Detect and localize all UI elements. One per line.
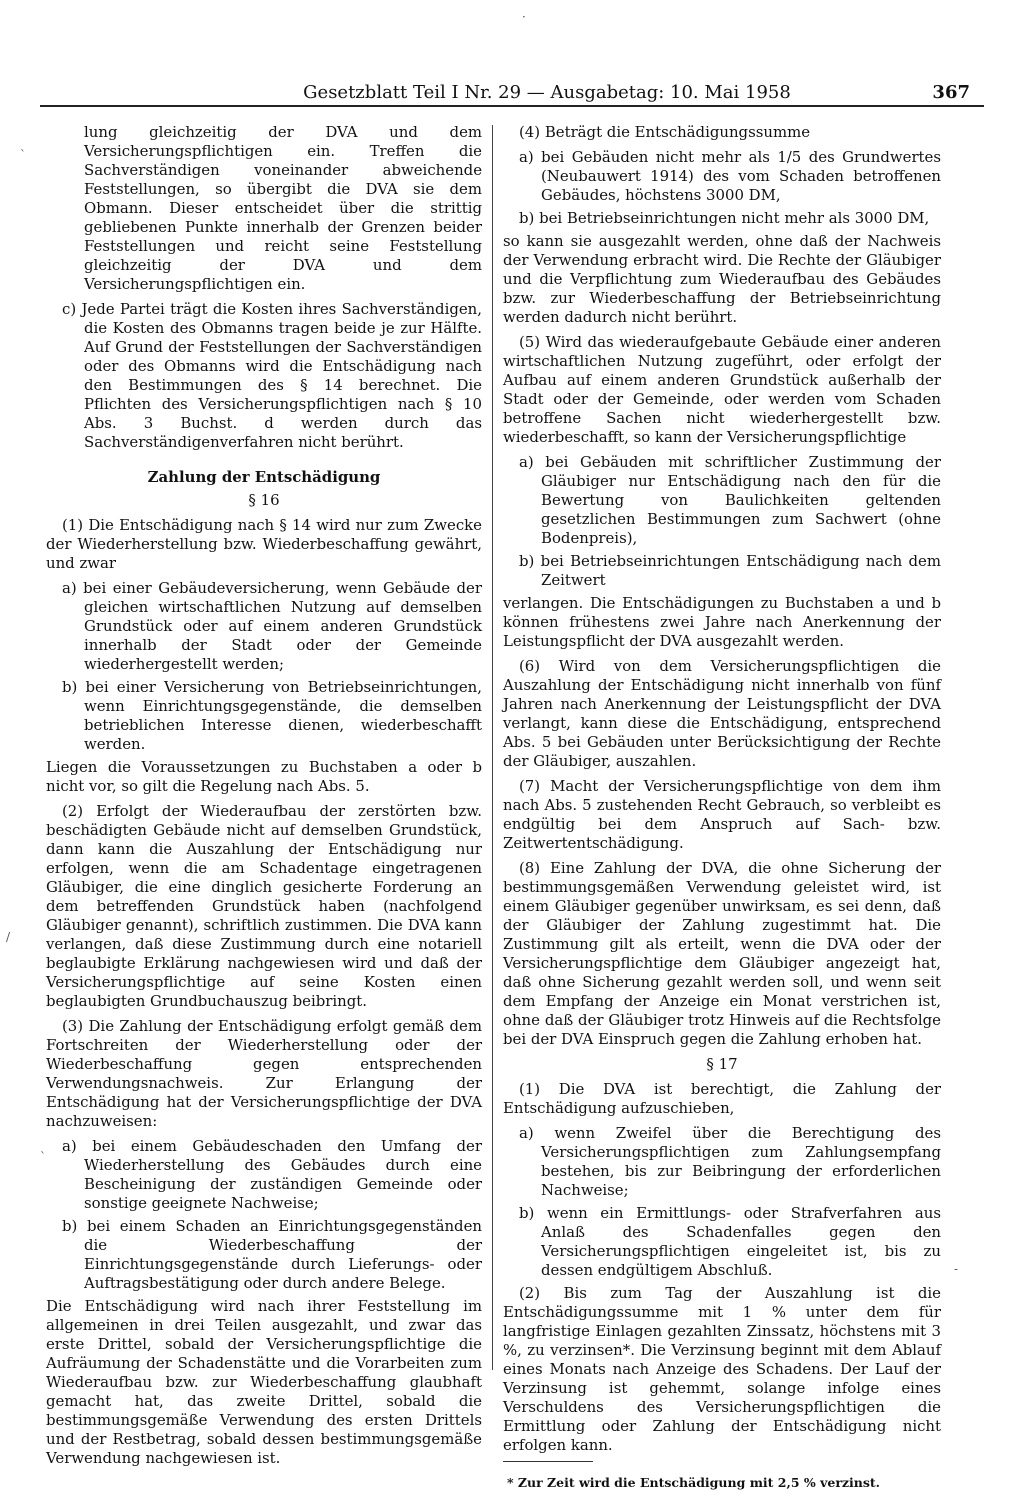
section-number-17: § 17 xyxy=(706,1055,738,1073)
margin-mark: · xyxy=(522,10,526,24)
paragraph-17-2: (2) Bis zum Tag der Auszahlung ist die Entschädigungssumme mit 1 % unter dem für langfristige Einlagen gezahlten Zinssatz, höchstens mit 3 %, zu verzinsen*. Die Verzinsung beginnt mit dem Ablauf eines Monats nach Anzeige des Schadens. Der Lauf der Verzinsung ist gehemmt, solange infolge eines Verschuldens des Versicherungspflichtigen die Ermittlung oder Zahlung der Entschädigung nicht erfolgen kann. xyxy=(503,1284,941,1454)
paragraph-16-5: (5) Wird das wiederaufgebaute Gebäude einer anderen wirtschaftlichen Nutzung zugeführt, oder erfolgt der Aufbau auf einem anderen Grundstück außerhalb der Stadt oder der Gemeinde, oder werden vom Schaden betroffene Sachen nicht wiederhergestellt bzw. wiederbeschafft, so kann der Versicherungspflichtige xyxy=(503,333,941,446)
paragraph-16-3: (3) Die Zahlung der Entschädigung erfolgt gemäß dem Fortschreiten der Wiederherstellung oder der Wiederbeschaffung gegen entsprechenden Verwendungsnachweis. Zur Erlangung der Entschädigung hat der Versicherungspflichtige der DVA nachzuweisen: xyxy=(46,1017,482,1130)
paragraph-16-4: (4) Beträgt die Entschädigungssumme xyxy=(519,123,811,141)
footnote-rule xyxy=(503,1461,593,1462)
list-item-16-4-a: a) bei Gebäuden nicht mehr als 1/5 des Grundwertes (Neubauwert 1914) des vom Schaden betroffenen Gebäudes, höchstens 3000 DM, xyxy=(519,148,941,204)
list-item-16-3-b: b) bei einem Schaden an Einrichtungsgegenständen die Wiederbeschaffung der Einrichtungsgegenstände durch Lieferungs- oder Auftragsbestätigung oder durch andere Belege. xyxy=(62,1217,482,1292)
list-item-16-5-a: a) bei Gebäuden mit schriftlicher Zustimmung der Gläubiger nur Entschädigung nach den für die Bewertung von Baulichkeiten geltenden gesetzlichen Bestimmungen zum Sachwert (ohne Bodenpreis), xyxy=(519,453,941,547)
list-item-16-3-a: a) bei einem Gebäudeschaden den Umfang der Wiederherstellung des Gebäudes durch eine Bescheinigung der zuständigen Gemeinde oder sonstige geeignete Nachweise; xyxy=(62,1137,482,1212)
list-item-17-1-b: b) wenn ein Ermittlungs- oder Strafverfahren aus Anlaß des Schadenfalles gegen den Versicherungspflichtigen eingeleitet ist, bis zu dessen endgültigem Abschluß. xyxy=(519,1204,941,1279)
header-title: Gesetzblatt Teil I Nr. 29 — Ausgabetag: 10. Mai 1958 xyxy=(303,82,791,103)
paragraph-16-1: (1) Die Entschädigung nach § 14 wird nur zum Zwecke der Wiederherstellung bzw. Wiederbeschaffung gewährt, und zwar xyxy=(46,516,482,572)
list-item-17-1-a: a) wenn Zweifel über die Berechtigung des Versicherungspflichtigen zum Zahlungsempfang bestehen, bis zur Beibringung der erforderlichen Nachweise; xyxy=(519,1124,941,1199)
paragraph-16-7: (7) Macht der Versicherungspflichtige von dem ihm nach Abs. 5 zustehenden Recht Gebrauch, so verbleibt es endgültig bei dem Anspruch auf Sach- bzw. Zeitwertentschädigung. xyxy=(503,777,941,852)
left-column xyxy=(46,123,482,1474)
margin-mark: ` xyxy=(20,148,26,162)
section-heading: Zahlung der Entschädigung xyxy=(147,468,381,486)
paragraph-16-5-end: verlangen. Die Entschädigungen zu Buchstaben a und b können frühestens zwei Jahre nach Anerkennung der Leistungspflicht der DVA ausgezahlt werden. xyxy=(503,594,941,650)
paragraph-16-2: (2) Erfolgt der Wiederaufbau der zerstörten bzw. beschädigten Gebäude nicht auf demselben Grundstück, dann kann die Auszahlung der Entschädigung nur erfolgen, wenn die am Schadentage eingetragenen Gläubiger, die eine dinglich gesicherte Forderung an dem betreffenden Grundstück haben (nachfolgend Gläubiger genannt), schriftlich zustimmen. Die DVA kann verlangen, daß diese Zustimmung durch eine notariell beglaubigte Erklärung nachgewiesen wird und daß der Versicherungspflichtige auf seine Kosten einen beglaubigten Grundbuchauszug beibringt. xyxy=(46,802,482,1010)
paragraph-16-6: (6) Wird von dem Versicherungspflichtigen die Auszahlung der Entschädigung nicht innerhalb von fünf Jahren nach Anerkennung der Leistungspflicht der DVA verlangt, kann diese die Entschädigung, entsprechend Abs. 5 bei Gebäuden unter Berücksichtigung der Rechte der Gläubiger, auszahlen. xyxy=(503,657,941,770)
column-divider xyxy=(492,125,493,1370)
header-rule xyxy=(40,105,984,107)
paragraph-continued: lung gleichzeitig der DVA und dem Versicherungspflichtigen ein. Treffen die Sachverständigen voneinander abweichende Feststellungen, so übergibt die DVA sie dem Obmann. Dieser entscheidet über die strittig gebliebenen Punkte innerhalb der Grenzen beider Feststellungen und reicht seine Feststellung gleichzeitig der DVA und dem Versicherungspflichtigen ein. xyxy=(84,123,482,293)
list-item-c: c) Jede Partei trägt die Kosten ihres Sachverständigen, die Kosten des Obmanns tragen beide je zur Hälfte. Auf Grund der Feststellungen der Sachverständigen oder des Obmanns wird die Entschädigung nach den Bestimmungen des § 14 berechnet. Die Pflichten des Versicherungspflichtigen nach § 10 Abs. 3 Buchst. d werden durch das Sachverständigenverfahren nicht berührt. xyxy=(62,300,482,451)
paragraph-16-3-end: Die Entschädigung wird nach ihrer Feststellung im allgemeinen in drei Teilen ausgezahlt, und zwar das erste Drittel, sobald der Versicherungspflichtige die Aufräumung der Schadenstätte und die Vorarbeiten zum Wiederaufbau bzw. zur Wiederbeschaffung glaubhaft gemacht hat, das zweite Drittel, sobald die bestimmungsgemäße Verwendung des ersten Drittels und der Restbetrag, sobald dessen bestimmungsgemäße Verwendung nachgewiesen ist. xyxy=(46,1297,482,1467)
page-header xyxy=(40,70,984,106)
margin-mark: - xyxy=(954,1262,959,1276)
margin-mark: ` xyxy=(40,1150,46,1164)
right-column xyxy=(503,123,941,1503)
list-item-16-4-b: b) bei Betriebseinrichtungen nicht mehr als 3000 DM, xyxy=(519,209,930,227)
list-item-16-5-b: b) bei Betriebseinrichtungen Entschädigung nach dem Zeitwert xyxy=(519,552,941,589)
list-item-16-1-a: a) bei einer Gebäudeversicherung, wenn Gebäude der gleichen wirtschaftlichen Nutzung auf demselben Grundstück oder auf einem anderen Grundstück innerhalb der Stadt oder der Gemeinde wiederhergestellt werden; xyxy=(62,579,482,673)
footnote: * Zur Zeit wird die Entschädigung mit 2,5 % verzinst. xyxy=(507,1474,881,1490)
page-number: 367 xyxy=(932,82,970,103)
paragraph-17-1: (1) Die DVA ist berechtigt, die Zahlung der Entschädigung aufzuschieben, xyxy=(503,1080,941,1117)
paragraph-16-8: (8) Eine Zahlung der DVA, die ohne Sicherung der bestimmungsgemäßen Verwendung geleistet wird, ist einem Gläubiger gegenüber unwirksam, es sei denn, daß der Gläubiger der Zahlung zugestimmt hat. Die Zustimmung gilt als erteilt, wenn die DVA oder der Versicherungspflichtige dem Gläubiger angezeigt hat, daß ohne Sicherung gezahlt werden soll, und wenn seit dem Empfang der Anzeige ein Monat verstrichen ist, ohne daß der Gläubiger trotz Hinweis auf die Rechtsfolge bei der DVA Einspruch gegen die Zahlung erhoben hat. xyxy=(503,859,941,1048)
paragraph-16-4-end: so kann sie ausgezahlt werden, ohne daß der Nachweis der Verwendung erbracht wird. Die Rechte der Gläubiger und die Verpflichtung zum Wiederaufbau des Gebäudes bzw. zur Wiederbeschaffung der Betriebseinrichtung werden dadurch nicht berührt. xyxy=(503,232,941,326)
section-number-16: § 16 xyxy=(248,491,280,509)
list-item-16-1-b: b) bei einer Versicherung von Betriebseinrichtungen, wenn Einrichtungsgegenstände, die demselben betrieblichen Interesse dienen, wiederbeschafft werden. xyxy=(62,678,482,753)
paragraph-16-1-end: Liegen die Voraussetzungen zu Buchstaben a oder b nicht vor, so gilt die Regelung nach Abs. 5. xyxy=(46,758,482,795)
margin-mark: / xyxy=(6,930,11,944)
